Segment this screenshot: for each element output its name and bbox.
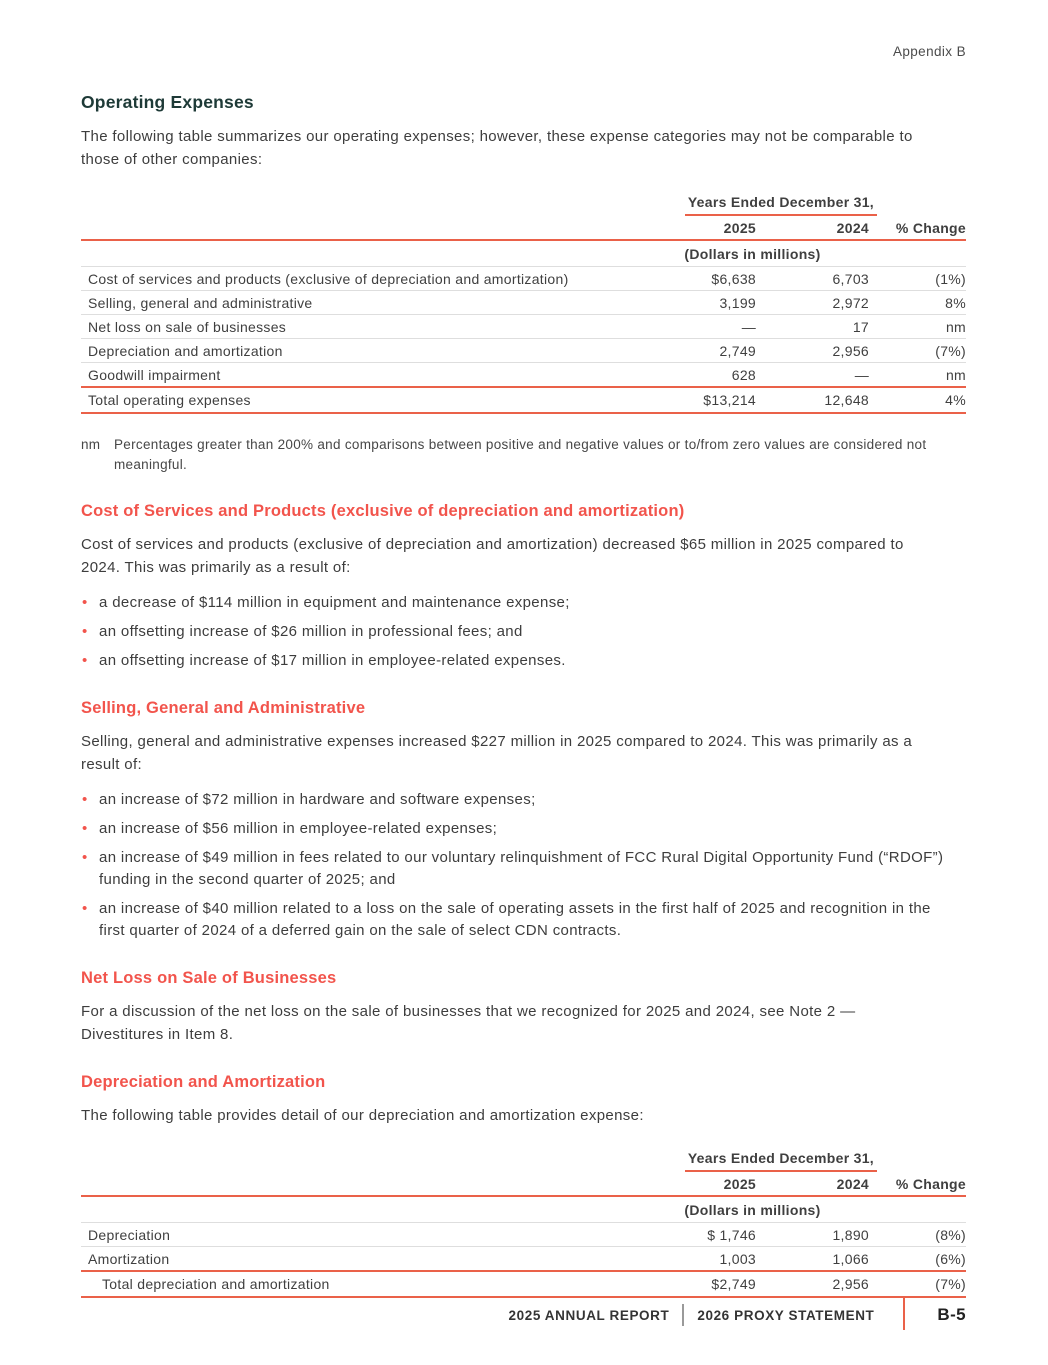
list-item [81, 898, 959, 942]
row-label: Net loss on sale of businesses [88, 318, 287, 335]
bullet-icon [82, 818, 88, 840]
column-header-2024: 2024 [836, 219, 869, 236]
row-label: Amortization [88, 1250, 170, 1267]
column-header-change: % Change [895, 1175, 966, 1192]
bullet-text: a decrease of $114 million in equipment and maintenance expense; [99, 594, 570, 611]
period-header: Years Ended December 31, [685, 194, 877, 216]
bullet-icon [82, 847, 88, 869]
total-label: Total depreciation and amortization [102, 1276, 330, 1292]
value-change: (7%) [935, 342, 966, 359]
table-period-header-row [81, 1147, 966, 1172]
total-change: (7%) [935, 1276, 966, 1292]
total-2024: 12,648 [824, 392, 869, 408]
table-row [81, 315, 966, 339]
row-label: Depreciation and amortization [88, 342, 283, 359]
depreciation-amortization-table [81, 1147, 966, 1298]
row-label: Cost of services and products (exclusive of depreciation and amortization) [88, 270, 569, 287]
page-title: Operating Expenses [81, 92, 254, 112]
bullet-text: an increase of $56 million in employee-related expenses; [99, 820, 498, 837]
footer-separator [682, 1304, 684, 1326]
value-2024: 2,956 [832, 342, 869, 359]
total-2024: 2,956 [832, 1276, 869, 1292]
value-2024: 1,066 [832, 1250, 869, 1267]
value-2025: $6,638 [711, 270, 756, 287]
period-header: Years Ended December 31, [685, 1150, 877, 1172]
list-item [81, 789, 959, 811]
appendix-label: Appendix B [892, 44, 966, 59]
value-2025: 1,003 [719, 1250, 756, 1267]
footer [509, 1304, 966, 1326]
bullet-icon [82, 898, 88, 920]
column-header-2025: 2025 [723, 1175, 756, 1192]
cost-intro: Cost of services and products (exclusive of depreciation and amortization) decreased $65 million in 2025 compared to 2024. This was primarily as a result of: [81, 536, 904, 576]
value-change: nm [945, 318, 966, 335]
operating-expenses-table [81, 191, 966, 414]
bullet-text: an increase of $72 million in hardware and software expenses; [99, 791, 536, 808]
column-header-change: % Change [895, 219, 966, 236]
units-note: (Dollars in millions) [684, 1201, 821, 1218]
bullet-icon [82, 650, 88, 672]
bullet-icon [82, 789, 88, 811]
page-number: B-5 [937, 1305, 966, 1324]
value-change: nm [945, 366, 966, 383]
total-2025: $13,214 [703, 392, 756, 408]
bullet-text: an offsetting increase of $17 million in employee-related expenses. [99, 652, 566, 669]
table-units-row [81, 241, 966, 267]
table-row [81, 291, 966, 315]
table-row [81, 267, 966, 291]
table-column-header-row [81, 1172, 966, 1197]
sga-bullet-list [81, 789, 966, 942]
footer-annual-report-label: 2025 ANNUAL REPORT [508, 1307, 670, 1323]
table-row [81, 1223, 966, 1247]
value-2025: 2,749 [719, 342, 756, 359]
bullet-text: an increase of $49 million in fees related to our voluntary relinquishment of FCC Rural Digital Opportunity Fund (“RDOF”) funding in the second quarter of 2025; and [99, 849, 944, 888]
row-label: Depreciation [88, 1226, 171, 1243]
list-item [81, 818, 959, 840]
total-2025: $2,749 [711, 1276, 756, 1292]
column-header-2024: 2024 [836, 1175, 869, 1192]
value-change: (8%) [935, 1226, 966, 1243]
value-2025: 3,199 [719, 294, 756, 311]
footnote-marker: nm [81, 437, 101, 452]
total-change: 4% [945, 392, 966, 408]
footer-proxy-statement-label: 2026 PROXY STATEMENT [697, 1307, 875, 1323]
total-label: Total operating expenses [88, 392, 251, 408]
section-title-net-loss: Net Loss on Sale of Businesses [81, 969, 337, 987]
value-2024: 1,890 [832, 1226, 869, 1243]
section-title-sga: Selling, General and Administrative [81, 699, 366, 717]
section-title-cost-of-services: Cost of Services and Products (exclusive of depreciation and amortization) [81, 502, 685, 520]
footnote-text: Percentages greater than 200% and comparisons between positive and negative values or to/from zero values are considered not meaningful. [114, 437, 927, 472]
sga-intro: Selling, general and administrative expenses increased $227 million in 2025 compared to 2024. This was primarily as a result of: [81, 733, 913, 773]
bullet-icon [82, 621, 88, 643]
cost-bullet-list [81, 592, 966, 672]
table-row [81, 363, 966, 388]
value-change: (1%) [935, 270, 966, 287]
list-item [81, 650, 959, 672]
bullet-text: an increase of $40 million related to a loss on the sale of operating assets in the first half of 2025 and recognition in the first quarter of 2024 of a deferred gain on the sale of select CDN contracts. [99, 900, 931, 939]
value-2025: — [741, 318, 756, 335]
value-change: 8% [945, 294, 966, 311]
row-label: Goodwill impairment [88, 366, 221, 383]
value-2024: 17 [852, 318, 869, 335]
list-item [81, 847, 959, 891]
value-2024: 6,703 [832, 270, 869, 287]
table-total-row [81, 1272, 966, 1298]
list-item [81, 592, 959, 614]
table-units-row [81, 1197, 966, 1223]
nm-footnote [81, 435, 966, 475]
bullet-icon [82, 592, 88, 614]
table-row [81, 339, 966, 363]
section-title-dep-amort: Depreciation and Amortization [81, 1073, 326, 1091]
footer-horizontal-rule [81, 1296, 966, 1298]
table-total-row [81, 388, 966, 414]
row-label: Selling, general and administrative [88, 294, 313, 311]
value-2025: 628 [731, 366, 756, 383]
op-ex-intro: The following table summarizes our operating expenses; however, these expense categories may not be comparable to those of other companies: [81, 128, 913, 168]
list-item [81, 621, 959, 643]
value-2024: — [854, 366, 869, 383]
value-2025: $ 1,746 [707, 1226, 756, 1243]
value-change: (6%) [935, 1250, 966, 1267]
dep-amort-intro: The following table provides detail of our depreciation and amortization expense: [81, 1107, 644, 1124]
column-header-2025: 2025 [723, 219, 756, 236]
value-2024: 2,972 [832, 294, 869, 311]
net-loss-body: For a discussion of the net loss on the sale of businesses that we recognized for 2025 and 2024, see Note 2 — Divestitures in Item 8. [81, 1003, 856, 1043]
bullet-text: an offsetting increase of $26 million in professional fees; and [99, 623, 523, 640]
table-row [81, 1247, 966, 1272]
table-column-header-row [81, 216, 966, 241]
units-note: (Dollars in millions) [684, 245, 821, 262]
table-period-header-row [81, 191, 966, 216]
